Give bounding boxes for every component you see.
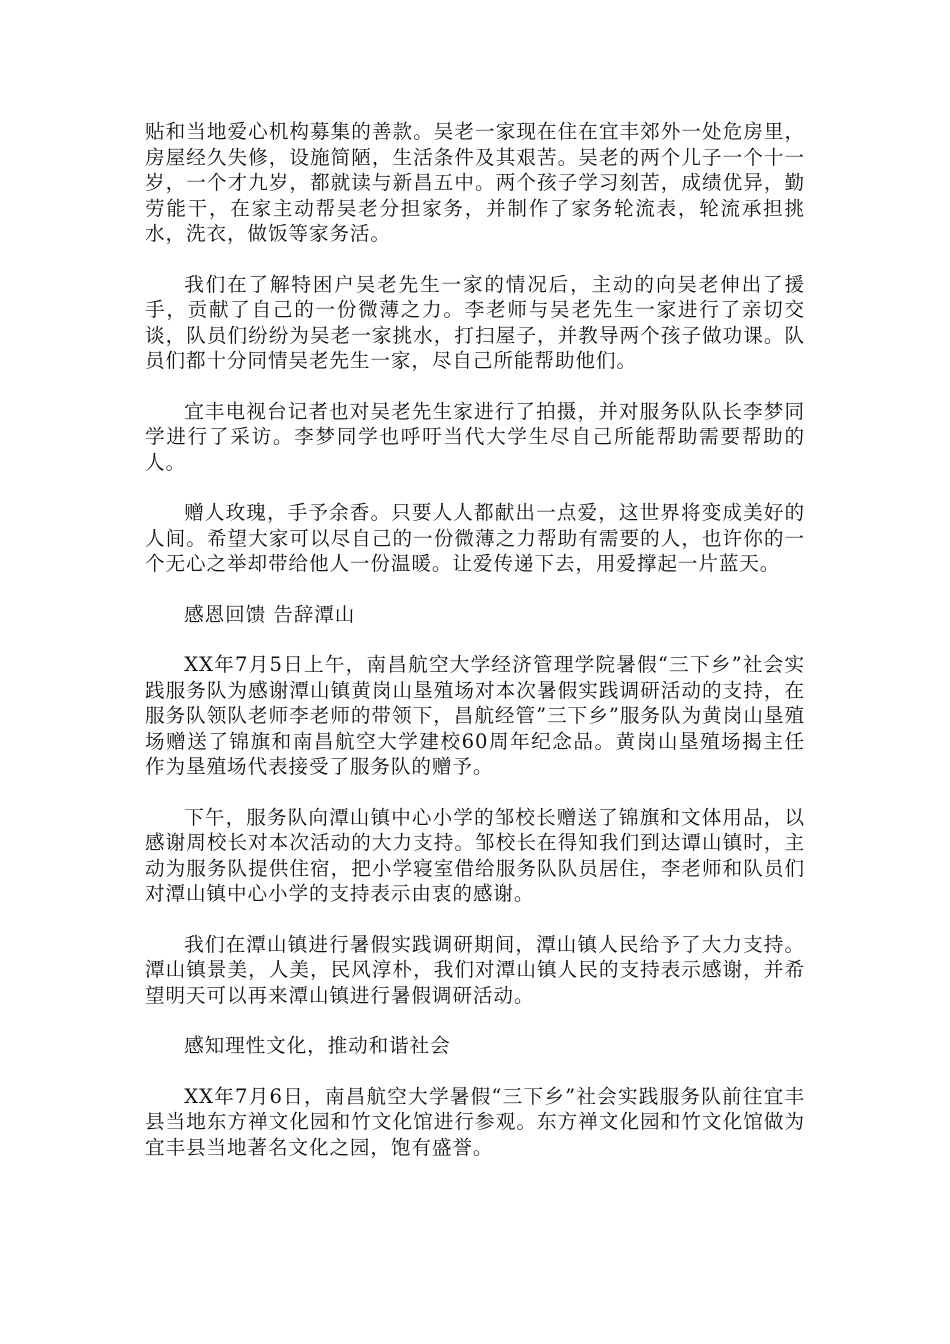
paragraph-roses-quote: 赠人玫瑰，手予余香。只要人人都献出一点爱，这世界将变成美好的人间。希望大家可以尽自己的一份微薄之力帮助有需要的人，也许你的一个无心之举却带给他人一份温暖。让爱传递下去，用爱撑起一片蓝天。 [145,501,805,575]
section-heading-culture: 感知理性文化，推动和谐社会 [184,1034,451,1057]
paragraph-helping-wu-family: 我们在了解特困户吴老先生一家的情况后，主动的向吴老伸出了援手，贡献了自己的一份微薄之力。李老师与吴老先生一家进行了亲切交谈，队员们纷纷为吴老一家挑水，打扫屋子，并教导两个孩子做功课。队员们都十分同情吴老先生一家，尽自己所能帮助他们。 [145,272,805,372]
document-page [145,119,805,1185]
paragraph-tv-interview: 宜丰电视台记者也对吴老先生家进行了拍摄，并对服务队队长李梦同学进行了采访。李梦同学也呼吁当代大学生尽自己所能帮助需要帮助的人。 [145,399,805,474]
paragraph-wu-family-situation: 贴和当地爱心机构募集的善款。吴老一家现在住在宜丰郊外一处危房里，房屋经久失修，设施简陋，生活条件及其艰苦。吴老的两个儿子一个十一岁，一个才九岁，都就读与新昌五中。两个孩子学习刻苦，成绩优异，勤劳能干，在家主动帮吴老分担家务，并制作了家务轮流表，轮流承担挑水，洗衣，做饭等家务活。 [145,120,805,245]
section-heading-gratitude: 感恩回馈 告辞潭山 [184,602,356,626]
paragraph-july6-visit: XX年7月6日，南昌航空大学暑假“三下乡”社会实践服务队前往宜丰县当地东方禅文化园和竹文化馆进行参观。东方禅文化园和竹文化馆做为宜丰县当地著名文化之园，饱有盛誉。 [145,1084,805,1159]
paragraph-july5-afternoon: 下午，服务队向潭山镇中心小学的邹校长赠送了锦旗和文体用品，以感谢周校长对本次活动的大力支持。邹校长在得知我们到达谭山镇时，主动为服务队提供住宿，把小学寝室借给服务队队员居住，李老师和队员们对潭山镇中心小学的支持表示由衷的感谢。 [145,805,805,905]
paragraph-july5-morning: XX年7月5日上午，南昌航空大学经济管理学院暑假“三下乡”社会实践服务队为感谢潭山镇黄岗山垦殖场对本次暑假实践调研活动的支持，在服务队领队老师李老师的带领下，昌航经管”三下乡”服务队为黄岗山垦殖场赠送了锦旗和南昌航空大学建校60周年纪念品。黄岗山垦殖场揭主任作为垦殖场代表接受了服务队的赠予。 [145,653,805,778]
paragraph-thanks-tanshan: 我们在潭山镇进行暑假实践调研期间，潭山镇人民给予了大力支持。潭山镇景美，人美，民风淳朴，我们对潭山镇人民的支持表示感谢，并希望明天可以再来潭山镇进行暑假调研活动。 [145,932,805,1007]
